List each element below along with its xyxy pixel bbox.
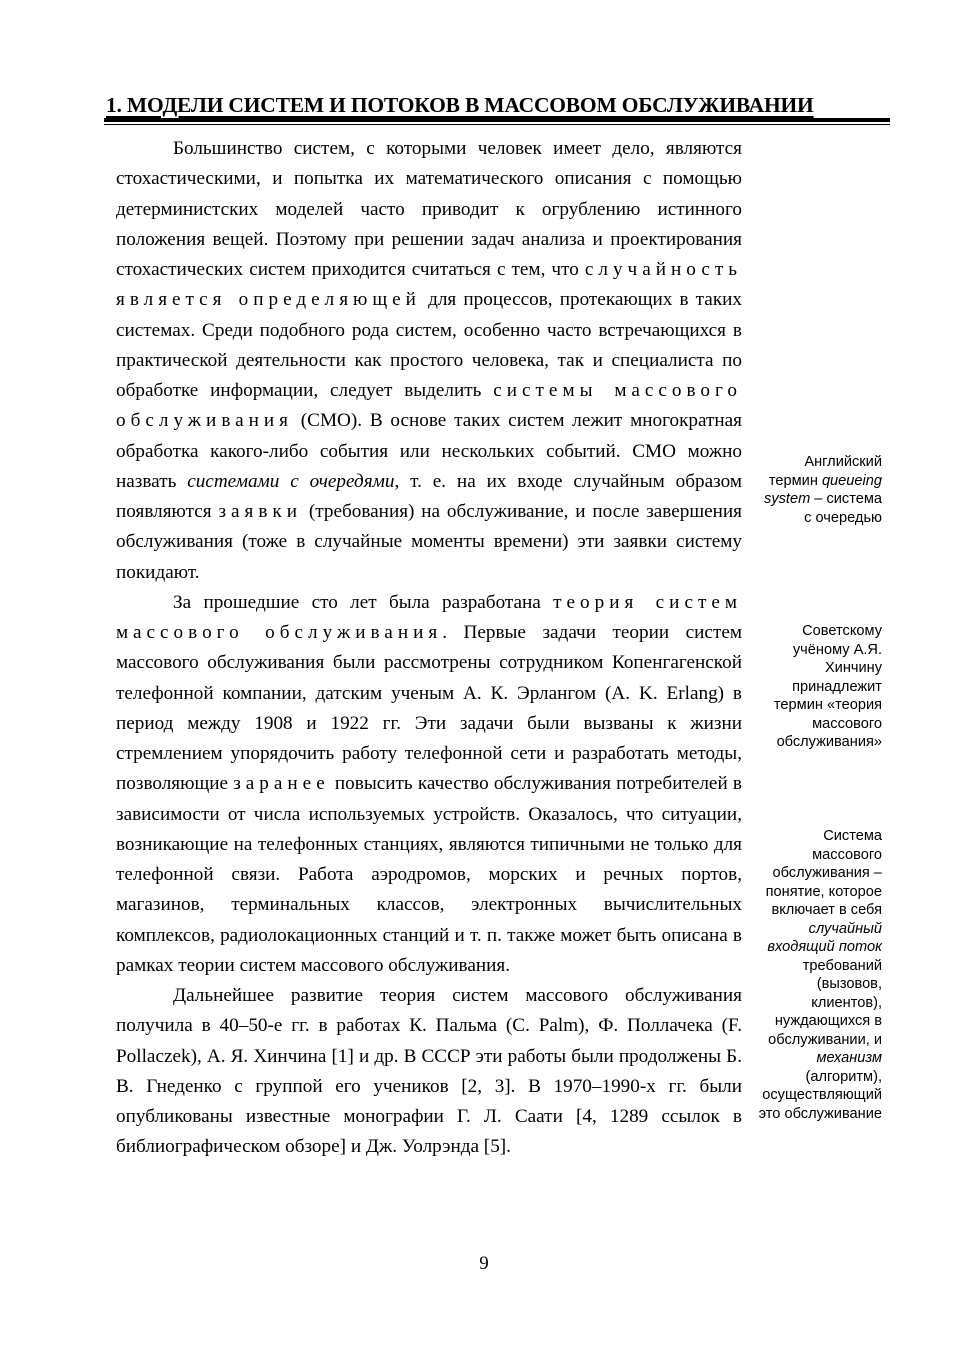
p1-italic-queues: системами с очередями	[187, 470, 395, 492]
p2-text-a: За прошедшие сто лет была разработана	[173, 591, 554, 613]
main-text	[116, 134, 742, 1163]
p1-text-c: для процессов, протекающих в таких системах. Среди подобного рода систем, особенно часто встречающихся в практической деятельности как простого человека, так и специалиста по обработке информации, следует выделить	[116, 289, 742, 401]
chapter-title: 1. МОДЕЛИ СИСТЕМ И ПОТОКОВ В МАССОВОМ ОБСЛУЖИВАНИИ	[106, 93, 814, 117]
p2-text-c: . Первые задачи теории систем массового обслуживания были рассмотрены сотрудником Копенгагенской телефонной компании, датским ученым А. К. Эрлангом (A. K. Erlang) в период между 1908 и 1922 гг. Эти задачи были вызваны к жизни стремлением упорядочить работу телефонной сети и разработать методы, позволяющие	[116, 622, 742, 795]
note3-italic-mechanism: механизм	[816, 1050, 882, 1066]
p2-spaced-theory: теория систем массового обслуживания	[116, 591, 743, 643]
title-rule-thick	[104, 118, 890, 122]
paragraph-1	[116, 134, 742, 588]
p2-text-e: повысить качество обслуживания потребителей в зависимости от числа используемых устройств. Оказалось, что ситуации, возникающие на телефонных станциях, являются типичными не только для телефонной связи. Работа аэродромов, морских и речных портов, магазинов, терминальных классов, электронных вычислительных комплексов, радиолокационных станций и т. п. также может быть описана в рамках теории систем массового обслуживания.	[116, 773, 742, 976]
p1-spaced-randomness: случайность является определяющей	[116, 259, 742, 311]
title-rule-thin	[104, 124, 890, 125]
p1-spaced-smo: системы массового обслуживания	[116, 380, 742, 432]
p2-spaced-in-advance: заранее	[233, 773, 330, 795]
page-number: 9	[479, 1253, 489, 1274]
note1-text-c: – система с очередью	[804, 491, 882, 526]
p1-text-a: Большинство систем, с которыми человек имеет дело, являются стохастическими, и попытка их математического описания с помощью детерминистских моделей часто приводит к огрублению истинного положения вещей. Поэтому при решении задач анализа и проектирования стохастических систем приходится считаться с тем, что	[116, 138, 742, 280]
p1-text-i: (требования) на обслуживание, и после завершения обслуживания (тоже в случайные моменты времени) эти заявки систему покидают.	[116, 501, 743, 583]
paragraph-3: Дальнейшее развитие теория систем массового обслуживания получила в 40–50-е гг. в работах К. Пальма (C. Palm), Ф. Поллачека (F. Pollaczek), А. Я. Хинчина [1] и др. В СССР эти работы были продолжены Б. В. Гнеденко с группой его учеников [2, 3]. В 1970–1990-х гг. были опубликованы известные монографии Г. Л. Саати [4, 1289 ссылок в библиографическом обзоре] и Дж. Уолрэнда [5].	[116, 985, 742, 1158]
note1-text-a: Английский термин	[768, 454, 882, 489]
note3-italic-flow: случайный входящий поток	[767, 920, 882, 955]
note3-text-a: Система массового обслуживания – понятие, которое включает в себя	[765, 828, 882, 918]
p1-text-g: , т. е. на их входе случайным образом появляются	[116, 470, 742, 522]
p1-spaced-requests: заявки	[218, 501, 303, 522]
note1-italic-term: queueing system	[764, 472, 882, 507]
note3-text-e: (алгоритм), осуществляющий это обслуживание	[758, 1068, 882, 1122]
margin-note-khinchin: Советскому учёному А.Я. Хинчину принадлежит термин «теория массового обслуживания»	[773, 623, 882, 750]
note3-text-c: требований (вызовов, клиентов), нуждающихся в обслуживании, и	[768, 957, 882, 1048]
margin-note-queueing	[754, 453, 882, 527]
paragraph-2	[116, 588, 742, 981]
p1-text-e: (СМО). В основе таких систем лежит многократная обработка какого-либо события или нескольких событий. СМО можно назвать	[116, 410, 742, 492]
margin-note-definition	[754, 827, 882, 1123]
